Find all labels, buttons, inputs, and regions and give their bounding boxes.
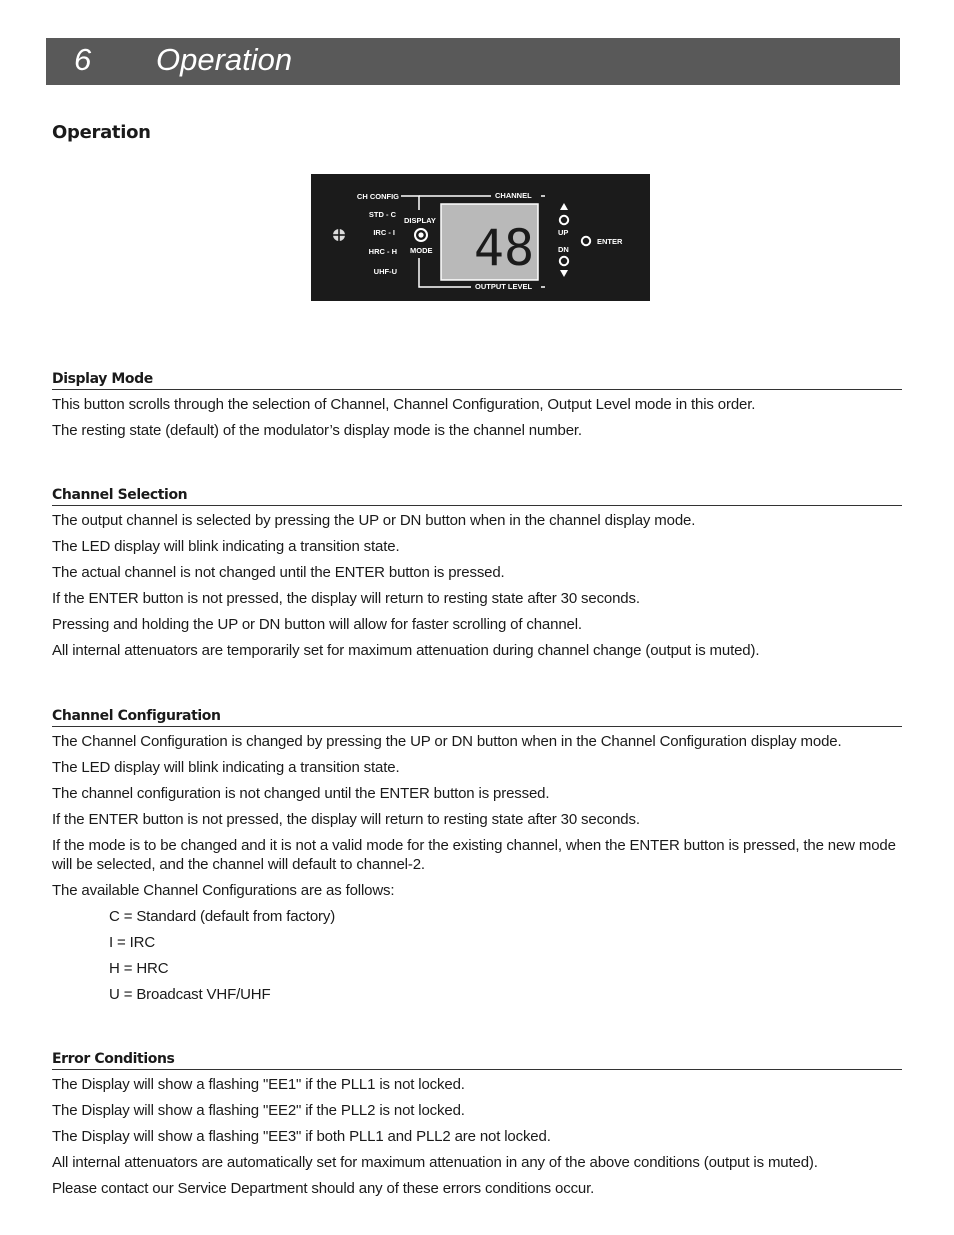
chapter-title: Operation bbox=[156, 42, 293, 77]
enter-button[interactable] bbox=[582, 237, 590, 245]
paragraph-line: If the ENTER button is not pressed, the display will return to resting state after 30 seconds. bbox=[52, 811, 640, 828]
paragraph-line: The channel configuration is not changed until the ENTER button is pressed. bbox=[52, 785, 550, 802]
label-output-level: OUTPUT LEVEL bbox=[475, 282, 533, 291]
section-title: Error Conditions bbox=[52, 1050, 902, 1070]
label-display: DISPLAY bbox=[404, 216, 436, 225]
paragraph-line: The LED display will blink indicating a transition state. bbox=[52, 759, 400, 776]
paragraph-line: Please contact our Service Department should any of these errors conditions occur. bbox=[52, 1180, 595, 1197]
up-button[interactable] bbox=[560, 216, 568, 224]
label-irc-i: IRC - I bbox=[373, 228, 395, 237]
section-display-mode bbox=[52, 370, 902, 440]
label-up: UP bbox=[558, 228, 569, 237]
paragraph-line: This button scrolls through the selection of Channel, Channel Configuration, Output Level mode in this order. bbox=[52, 396, 756, 413]
chapter-header bbox=[46, 38, 900, 85]
label-channel: CHANNEL bbox=[495, 191, 532, 200]
config-option: C = Standard (default from factory) bbox=[109, 908, 336, 925]
section-title: Channel Selection bbox=[52, 486, 902, 506]
section-channel-selection bbox=[52, 486, 902, 660]
display-mode-button[interactable] bbox=[415, 229, 427, 241]
paragraph-line: The LED display will blink indicating a transition state. bbox=[52, 538, 400, 555]
section-channel-configuration bbox=[52, 707, 902, 1004]
paragraph-line: Pressing and holding the UP or DN button will allow for faster scrolling of channel. bbox=[52, 616, 582, 633]
section-title: Display Mode bbox=[52, 370, 902, 390]
paragraph-line: The output channel is selected by pressing the UP or DN button when in the channel display mode. bbox=[52, 512, 696, 529]
down-arrow-icon bbox=[560, 270, 568, 277]
section-error-conditions bbox=[52, 1050, 902, 1198]
paragraph-line: The Display will show a flashing "EE1" if the PLL1 is not locked. bbox=[52, 1076, 465, 1093]
paragraph-line: If the mode is to be changed and it is not a valid mode for the existing channel, when the ENTER button is pressed, the new mode will be selected, and the channel will default to channel-2. bbox=[52, 837, 896, 873]
paragraph-line: All internal attenuators are temporarily set for maximum attenuation during channel change (output is muted). bbox=[52, 642, 760, 659]
label-hrc-h: HRC - H bbox=[368, 247, 397, 256]
paragraph-line: The resting state (default) of the modulator’s display mode is the channel number. bbox=[52, 422, 582, 439]
dn-button[interactable] bbox=[560, 257, 568, 265]
paragraph-line: The Display will show a flashing "EE3" if both PLL1 and PLL2 are not locked. bbox=[52, 1128, 551, 1145]
paragraph-line: If the ENTER button is not pressed, the display will return to resting state after 30 seconds. bbox=[52, 590, 640, 607]
label-dn: DN bbox=[558, 245, 569, 254]
mounting-screw-icon bbox=[333, 229, 345, 241]
paragraph-line: The actual channel is not changed until the ENTER button is pressed. bbox=[52, 564, 505, 581]
label-std-c: STD - C bbox=[368, 210, 396, 219]
section-title: Channel Configuration bbox=[52, 707, 902, 727]
chapter-number: 6 bbox=[74, 42, 92, 77]
lcd-digits: 48 bbox=[473, 219, 535, 277]
label-enter: ENTER bbox=[597, 237, 623, 246]
label-ch-config: CH CONFIG bbox=[356, 192, 399, 201]
up-arrow-icon bbox=[560, 203, 568, 210]
paragraph-line: The Display will show a flashing "EE2" if the PLL2 is not locked. bbox=[52, 1102, 465, 1119]
page-heading: Operation bbox=[52, 122, 151, 143]
config-option: I = IRC bbox=[109, 934, 156, 951]
label-mode: MODE bbox=[410, 246, 433, 255]
label-uhf-u: UHF-U bbox=[373, 267, 397, 276]
front-panel-diagram bbox=[311, 174, 650, 301]
config-option: H = HRC bbox=[109, 960, 169, 977]
config-option: U = Broadcast VHF/UHF bbox=[109, 986, 271, 1003]
paragraph-line: The Channel Configuration is changed by pressing the UP or DN button when in the Channel Configuration display mode. bbox=[52, 733, 842, 750]
paragraph-line: All internal attenuators are automatically set for maximum attenuation in any of the above conditions (output is muted). bbox=[52, 1154, 818, 1171]
paragraph-line: The available Channel Configurations are as follows: bbox=[52, 882, 395, 899]
